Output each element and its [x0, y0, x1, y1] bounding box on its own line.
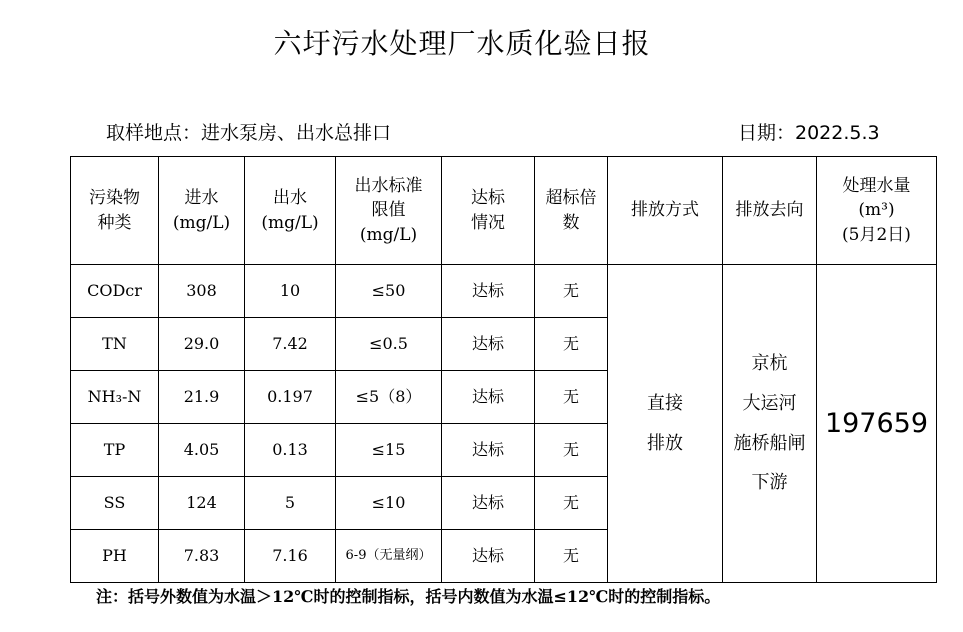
effluent-value: 0.13 — [245, 424, 336, 477]
compliance-status: 达标 — [442, 371, 535, 424]
pollutant-name: SS — [71, 477, 159, 530]
header-effluent: 出水 (mg/L) — [245, 157, 336, 265]
compliance-status: 达标 — [442, 265, 535, 318]
pollutant-name: PH — [71, 530, 159, 583]
compliance-status: 达标 — [442, 477, 535, 530]
influent-value: 7.83 — [159, 530, 245, 583]
limit-value: ≤0.5 — [336, 318, 442, 371]
limit-value: ≤10 — [336, 477, 442, 530]
compliance-status: 达标 — [442, 424, 535, 477]
compliance-status: 达标 — [442, 318, 535, 371]
influent-value: 124 — [159, 477, 245, 530]
influent-value: 29.0 — [159, 318, 245, 371]
header-limit: 出水标准 限值 (mg/L) — [336, 157, 442, 265]
table-row — [71, 265, 937, 318]
header-exceed: 超标倍 数 — [535, 157, 608, 265]
header-pollutant: 污染物 种类 — [71, 157, 159, 265]
influent-value: 4.05 — [159, 424, 245, 477]
header-influent: 进水 (mg/L) — [159, 157, 245, 265]
exceed-value: 无 — [535, 477, 608, 530]
exceed-value: 无 — [535, 318, 608, 371]
effluent-value: 7.16 — [245, 530, 336, 583]
discharge-dest-cell: 京杭 大运河 施桥船闸 下游 — [723, 265, 817, 583]
water-quality-table — [70, 156, 937, 583]
sampling-location: 取样地点：进水泵房、出水总排口 — [106, 122, 392, 144]
exceed-value: 无 — [535, 530, 608, 583]
pollutant-name: CODcr — [71, 265, 159, 318]
limit-value: ≤15 — [336, 424, 442, 477]
effluent-value: 10 — [245, 265, 336, 318]
effluent-value: 5 — [245, 477, 336, 530]
limit-value: 6-9（无量纲） — [336, 530, 442, 583]
limit-value: ≤50 — [336, 265, 442, 318]
treated-volume: 197659 — [817, 265, 937, 583]
limit-value: ≤5（8） — [336, 371, 442, 424]
header-compliance: 达标 情况 — [442, 157, 535, 265]
table-header-row — [71, 157, 937, 265]
pollutant-name: TP — [71, 424, 159, 477]
pollutant-name: TN — [71, 318, 159, 371]
effluent-value: 0.197 — [245, 371, 336, 424]
report-title: 六圩污水处理厂水质化验日报 — [273, 27, 651, 60]
pollutant-name: NH₃-N — [71, 371, 159, 424]
header-discharge-method: 排放方式 — [608, 157, 723, 265]
report-date: 日期：2022.5.3 — [738, 122, 880, 144]
header-discharge-dest: 排放去向 — [723, 157, 817, 265]
compliance-status: 达标 — [442, 530, 535, 583]
header-volume: 处理水量 (m³) (5月2日) — [817, 157, 937, 265]
influent-value: 308 — [159, 265, 245, 318]
footnote: 注：括号外数值为水温＞12℃时的控制指标，括号内数值为水温≤12℃时的控制指标。 — [96, 587, 721, 606]
influent-value: 21.9 — [159, 371, 245, 424]
discharge-method-cell: 直接 排放 — [608, 265, 723, 583]
exceed-value: 无 — [535, 371, 608, 424]
exceed-value: 无 — [535, 424, 608, 477]
effluent-value: 7.42 — [245, 318, 336, 371]
exceed-value: 无 — [535, 265, 608, 318]
